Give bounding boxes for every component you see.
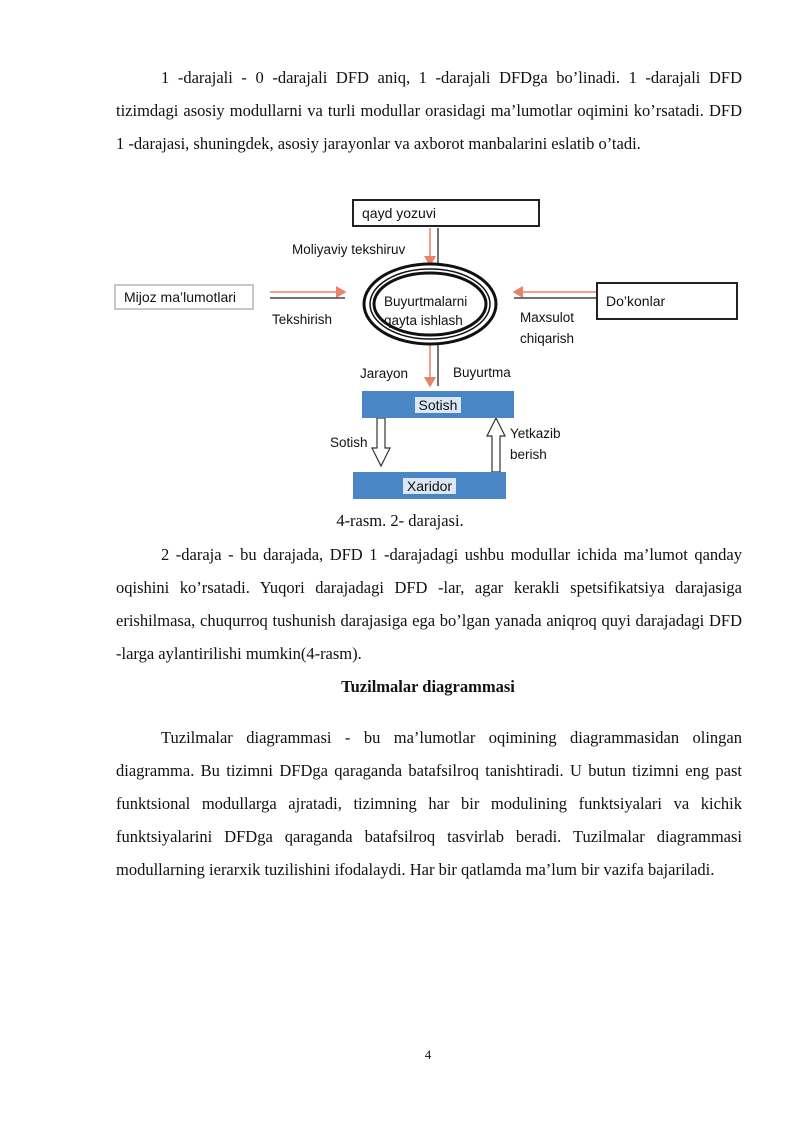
hollow-arrow-up-icon (487, 418, 505, 472)
flow-label-berish: berish (510, 447, 547, 462)
diagram-connectors (100, 190, 750, 505)
entity-label: Sotish (415, 397, 462, 413)
process-label-line2: qayta ishlash (384, 313, 463, 328)
flow-label-chiqarish: chiqarish (520, 331, 575, 346)
entity-qayd-yozuvi (352, 199, 540, 227)
paragraph-level2: 2 -daraja - bu darajada, DFD 1 -darajadagi ushbu modullar ichida ma’lumot qanday oqishini ko’rsatadi. Yuqori darajadagi DFD -lar, agar kerakli spetsifikatsiya darajasiga erishilmasa, chuqurroq tushunish darajasiga ega bo’lgan yanada aniqroq quyi darajadagi DFD -larga aylantirilishi mumkin(4-rasm). (116, 545, 742, 663)
process-label-line1: Buyurtmalarni (384, 294, 468, 309)
paragraph-structure-diagram: Tuzilmalar diagrammasi - bu ma’lumotlar oqimining diagrammasidan olingan diagramma. Bu tizimni DFDga qaraganda batafsilroq tanishtiradi. U butun tizimni eng past funktsional modullarga ajratadi, tizimning har bir modulining funktsiyalari va kichik funktsiyalarini DFDga qaraganda batafsilroq tasvirlab beradi. Tuzilmalar diagrammasi modullarning ierarxik tuzilishini ifodalaydi. Har bir qatlamda ma’lum bir vazifa bajariladi. (116, 728, 742, 879)
process-label (384, 292, 467, 330)
dfd-level2-diagram (100, 190, 750, 505)
paragraph-intro: 1 -darajali - 0 -darajali DFD aniq, 1 -darajali DFDga bo’linadi. 1 -darajali DFD tizimdagi asosiy modullarni va turli modullar orasidagi ma’lumotlar oqimini ko’rsatadi. DFD 1 -darajasi, shuningdek, asosiy jarayonlar va axborot manbalarini eslatib o’tadi. (116, 68, 742, 153)
entity-dokonlar (596, 282, 738, 320)
entity-mijoz-malumotlari (114, 284, 254, 310)
flow-label-moliyaviy: Moliyaviy tekshiruv (292, 242, 406, 257)
flow-label-jarayon: Jarayon (360, 366, 409, 381)
section-heading: Tuzilmalar diagrammasi (341, 677, 515, 696)
page-number: 4 (424, 1047, 432, 1062)
flow-label-maxsulot: Maxsulot (520, 310, 575, 325)
entity-label: qayd yozuvi (362, 205, 436, 221)
entity-sotish (362, 391, 514, 418)
flow-label-yetkazib: Yetkazib (510, 426, 561, 441)
figure-caption: 4-rasm. 2- darajasi. (336, 511, 464, 530)
entity-label: Do’konlar (606, 293, 666, 309)
entity-label: Mijoz ma’lumotlari (124, 289, 237, 305)
flow-label-sotish: Sotish (330, 435, 368, 450)
hollow-arrow-down-icon (372, 418, 390, 466)
entity-xaridor (353, 472, 506, 499)
entity-label: Xaridor (403, 478, 456, 494)
flow-label-tekshirish: Tekshirish (272, 312, 333, 327)
flow-label-buyurtma: Buyurtma (453, 365, 511, 380)
